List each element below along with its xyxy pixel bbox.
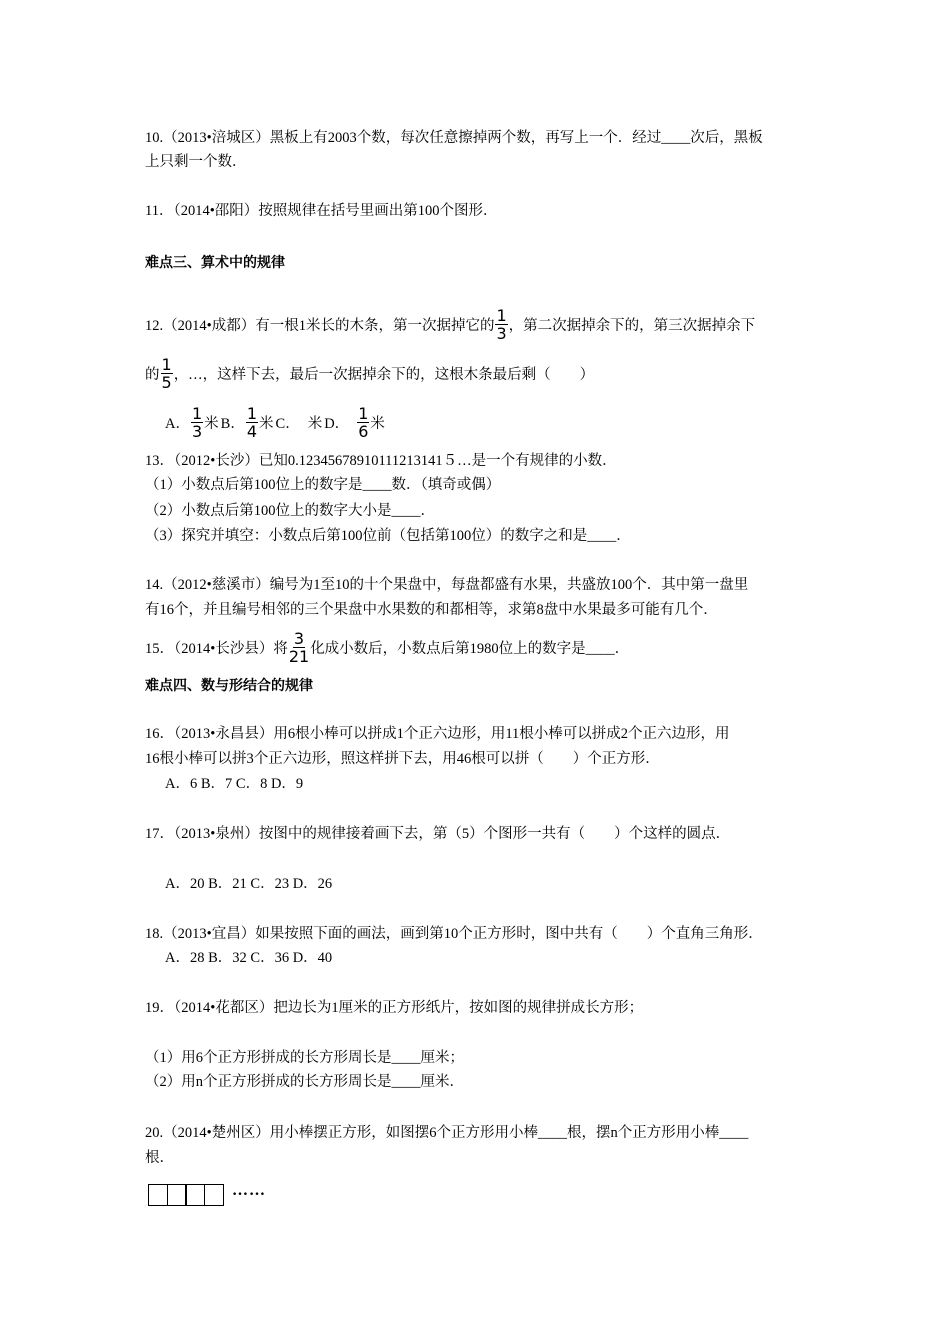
q12-opt-d-fraction: $\frac{1}{6}$ bbox=[358, 403, 369, 441]
q16-line1: 16．（2013•永昌县）用6根小棒可以拼成1个正六边形，用11根小棒可以拼成2个正六边形，用 bbox=[145, 726, 730, 742]
q13-line2: （1）小数点后第100位上的数字是____数．（填奇或偶） bbox=[145, 477, 501, 493]
q18-options: A．28 B．32 C．36 D．40 bbox=[165, 950, 333, 966]
square bbox=[185, 1184, 205, 1206]
q16-options: A．6 B．7 C．8 D．9 bbox=[165, 776, 304, 792]
q13-line3: （2）小数点后第100位上的数字大小是____． bbox=[145, 503, 435, 519]
q15-fraction: $\frac{3}{21}$ bbox=[288, 628, 310, 666]
q16-line2: 16根小棒可以拼3个正六边形，照这样拼下去，用46根可以拼（ ）个正方形． bbox=[145, 751, 660, 767]
q10-line1: 10.（2013•涪城区）黑板上有2003个数，每次任意擦掉两个数，再写上一个．经过____次后，黑板 bbox=[145, 130, 763, 146]
q12-opt-c-unit: 米 bbox=[307, 415, 323, 432]
q12-text-1b: ，第二次据掉余下的，第三次据掉余下 bbox=[508, 317, 756, 334]
q15-line bbox=[145, 629, 810, 665]
q12-text-2a: 的 bbox=[145, 366, 160, 383]
q19-line2: （1）用6个正方形拼成的长方形周长是____厘米； bbox=[145, 1050, 464, 1066]
q12-opt-a-unit: 米 bbox=[204, 415, 219, 432]
q12-opt-b-label: B． bbox=[220, 415, 245, 432]
q19-line3: （2）用n个正方形拼成的长方形周长是____厘米． bbox=[145, 1074, 464, 1090]
q20-line2: 根． bbox=[145, 1150, 174, 1166]
q12-opt-b-unit: 米 bbox=[259, 415, 274, 432]
q12-opt-c-label: C． bbox=[275, 415, 300, 432]
q10-line2: 上只剩一个数． bbox=[145, 154, 247, 170]
q18-line1: 18.（2013•宜昌）如果按照下面的画法，画到第10个正方形时，图中共有（ ）个直角三角形． bbox=[145, 926, 763, 942]
q14-line1: 14.（2012•慈溪市）编号为1至10的十个果盘中，每盘都盛有水果，共盛放100个．其中第一盘里 bbox=[145, 577, 749, 593]
q12-text-2b: ，…，这样下去，最后一次据掉余下的，这根木条最后剩（ ） bbox=[173, 366, 595, 383]
q15-text-a: 15．（2014•长沙县）将 bbox=[145, 640, 288, 657]
square bbox=[204, 1184, 224, 1206]
q12-text-1a: 12.（2014•成都）有一根1米长的木条，第一次据掉它的 bbox=[145, 317, 495, 334]
q12-opt-d-unit: 米 bbox=[370, 415, 385, 432]
q12-line1 bbox=[145, 306, 810, 342]
q11-text: 11．（2014•邵阳）按照规律在括号里画出第100个图形． bbox=[145, 203, 498, 219]
ellipsis: …… bbox=[232, 1182, 266, 1199]
q15-text-b: 化成小数后，小数点后第1980位上的数字是____． bbox=[310, 640, 630, 657]
square bbox=[148, 1184, 168, 1206]
q17-options: A．20 B．21 C．23 D．26 bbox=[165, 876, 333, 892]
q12-fraction-2: $\frac{1}{5}$ bbox=[161, 354, 172, 392]
square bbox=[167, 1184, 187, 1206]
q12-options bbox=[165, 404, 830, 440]
q12-opt-a-fraction: $\frac{1}{3}$ bbox=[191, 403, 203, 441]
q13-line1: 13．（2012•长沙）已知0.12345678910111213141５…是一个有规律的小数． bbox=[145, 453, 617, 469]
section-heading-4: 难点四、数与形结合的规律 bbox=[145, 678, 313, 694]
q12-opt-d-label: D． bbox=[324, 415, 350, 432]
q12-fraction-1: $\frac{1}{3}$ bbox=[496, 305, 507, 343]
q19-line1: 19．（2014•花都区）把边长为1厘米的正方形纸片，按如图的规律拼成长方形； bbox=[145, 1000, 644, 1016]
q17-line1: 17．（2013•泉州）按图中的规律接着画下去，第（5）个图形一共有（ ）个这样的圆点． bbox=[145, 826, 731, 842]
q12-opt-b-fraction: $\frac{1}{4}$ bbox=[246, 403, 258, 441]
q20-line1: 20.（2014•楚州区）用小棒摆正方形，如图摆6个正方形用小棒____根，摆n个正方形用小棒____ bbox=[145, 1125, 749, 1141]
q12-line2 bbox=[145, 355, 810, 391]
section-heading-3: 难点三、算术中的规律 bbox=[145, 255, 285, 271]
square-row-figure bbox=[148, 1184, 266, 1206]
q14-line2: 有16个，并且编号相邻的三个果盘中水果数的和都相等，求第8盘中水果最多可能有几个． bbox=[145, 602, 718, 618]
q13-line4: （3）探究并填空：小数点后第100位前（包括第100位）的数字之和是____． bbox=[145, 528, 631, 544]
q12-opt-a-label: A． bbox=[165, 415, 190, 432]
